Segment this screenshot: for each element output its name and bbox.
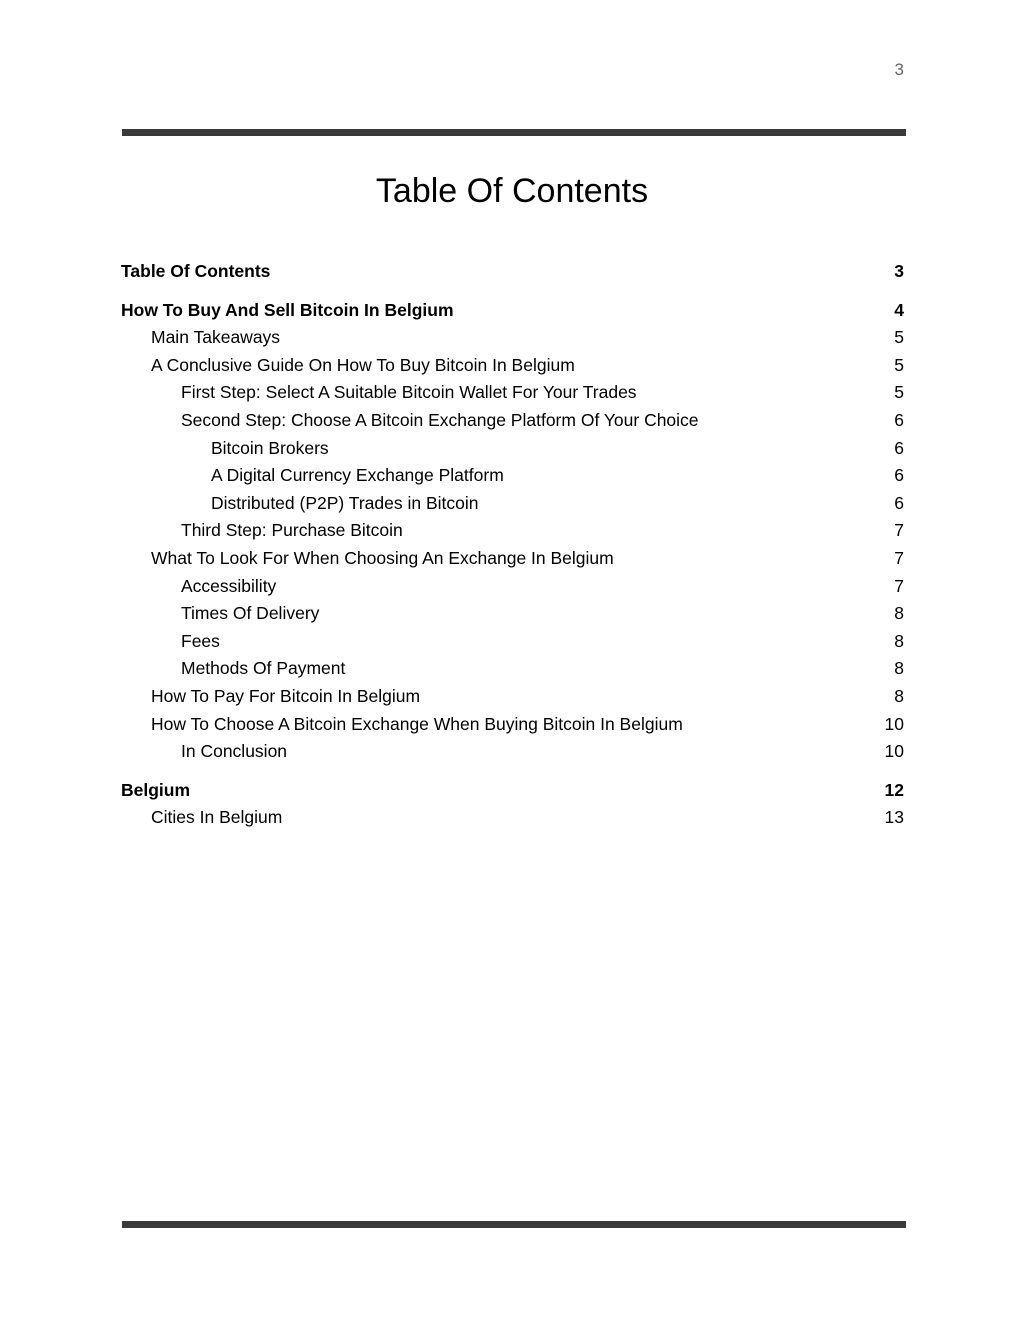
- toc-entry-label: How To Pay For Bitcoin In Belgium: [151, 685, 421, 706]
- toc-entry-label: Fees: [181, 630, 220, 651]
- toc-entry[interactable]: [121, 573, 904, 601]
- toc-entry-page: 8: [894, 685, 904, 706]
- page-title: Table Of Contents: [375, 172, 649, 210]
- toc-entry-label: Third Step: Purchase Bitcoin: [181, 520, 403, 541]
- toc-entry-label: Second Step: Choose A Bitcoin Exchange Platform Of Your Choice: [181, 409, 699, 430]
- toc-entry[interactable]: [121, 600, 904, 628]
- toc-entry-label: Cities In Belgium: [151, 807, 283, 828]
- toc-entry[interactable]: [121, 352, 904, 380]
- toc-entry-page: 4: [894, 299, 904, 320]
- toc-entry-label: A Conclusive Guide On How To Buy Bitcoin In Belgium: [151, 354, 575, 375]
- toc-entry[interactable]: [121, 655, 904, 683]
- toc-entry-page: 7: [894, 520, 904, 541]
- toc-entry[interactable]: [121, 490, 904, 518]
- toc-entry-page: 5: [894, 327, 904, 348]
- toc-entry-label: Main Takeaways: [151, 327, 281, 348]
- toc-entry-page: 6: [894, 409, 904, 430]
- toc-entry-label: Table Of Contents: [121, 261, 271, 281]
- toc-entry-page: 13: [884, 807, 904, 828]
- toc-entry-page: 6: [894, 492, 904, 513]
- toc-entry[interactable]: [121, 324, 904, 352]
- toc-entry-page: 8: [894, 630, 904, 651]
- toc-entry-label: How To Buy And Sell Bitcoin In Belgium: [121, 299, 454, 320]
- toc-entry-label: How To Choose A Bitcoin Exchange When Buying Bitcoin In Belgium: [151, 713, 683, 734]
- toc-entry[interactable]: [121, 804, 904, 832]
- toc-entry-label: Belgium: [121, 779, 191, 800]
- toc-entry[interactable]: [121, 297, 904, 325]
- page-number: 3: [894, 60, 904, 79]
- toc-entry[interactable]: [121, 711, 904, 739]
- toc-entry-label: Methods Of Payment: [181, 658, 346, 679]
- bottom-divider: [122, 1221, 906, 1228]
- toc-entry[interactable]: [121, 628, 904, 656]
- toc-entry-label: A Digital Currency Exchange Platform: [211, 465, 504, 486]
- toc-entry-page: 6: [894, 465, 904, 486]
- toc-entry[interactable]: [121, 258, 904, 286]
- toc-entry-label: Times Of Delivery: [181, 603, 320, 624]
- toc-entry[interactable]: [121, 379, 904, 407]
- toc-entry-page: 10: [884, 713, 904, 734]
- toc-entry-page: 8: [894, 658, 904, 679]
- toc-entry-label: Distributed (P2P) Trades in Bitcoin: [211, 492, 479, 513]
- toc-entry-page: 8: [894, 603, 904, 624]
- toc-entry-label: In Conclusion: [181, 741, 288, 762]
- toc-entry-page: 6: [894, 437, 904, 458]
- toc-entry-label: Bitcoin Brokers: [211, 437, 329, 458]
- top-divider: [122, 129, 906, 136]
- table-of-contents: [121, 258, 904, 832]
- toc-entry-label: Accessibility: [181, 575, 277, 596]
- toc-entry[interactable]: [121, 462, 904, 490]
- toc-entry[interactable]: [121, 738, 904, 766]
- toc-entry-page: 5: [894, 382, 904, 403]
- toc-entry-label: First Step: Select A Suitable Bitcoin Wallet For Your Trades: [181, 382, 637, 403]
- toc-entry[interactable]: [121, 517, 904, 545]
- toc-entry-label: What To Look For When Choosing An Exchange In Belgium: [151, 547, 614, 568]
- toc-entry-page: 12: [884, 779, 904, 800]
- toc-entry-page: 7: [894, 575, 904, 596]
- toc-entry-page: 3: [894, 261, 904, 281]
- toc-entry[interactable]: [121, 545, 904, 573]
- toc-entry-page: 5: [894, 354, 904, 375]
- toc-entry[interactable]: [121, 777, 904, 805]
- toc-entry-page: 10: [884, 741, 904, 762]
- toc-entry[interactable]: [121, 407, 904, 435]
- toc-entry[interactable]: [121, 683, 904, 711]
- toc-entry-page: 7: [894, 547, 904, 568]
- toc-entry[interactable]: [121, 435, 904, 463]
